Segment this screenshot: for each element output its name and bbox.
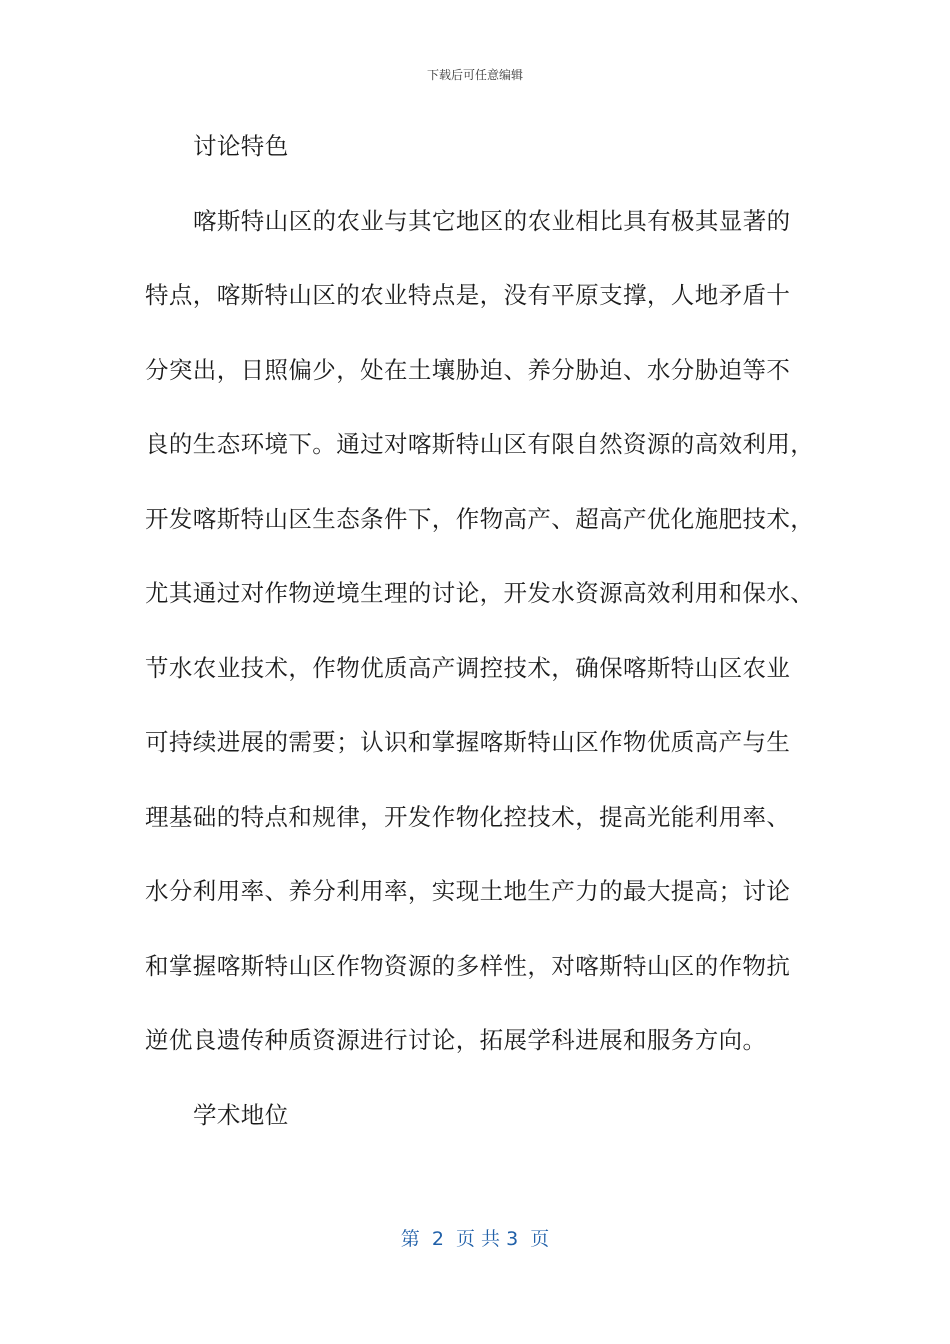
paragraph-line: 逆优良遗传种质资源进行讨论，拓展学科进展和服务方向。 [145,1026,767,1054]
document-body [145,121,815,1164]
paragraph-line: 节水农业技术，作物优质高产调控技术，确保喀斯特山区农业 [145,653,791,682]
section-heading-academic-status: 学术地位 [193,1100,289,1129]
paragraph-line: 开发喀斯特山区生态条件下，作物高产、超高产优化施肥技术， [145,504,815,533]
paragraph-line: 分突出，日照偏少，处在土壤胁迫、养分胁迫、水分胁迫等不 [145,355,791,384]
paragraph-line: 特点，喀斯特山区的农业特点是，没有平原支撑，人地矛盾十 [145,281,791,309]
page-label-prefix: 第 [400,1228,420,1250]
paragraph-line: 水分利用率、养分利用率，实现土地生产力的最大提高；讨论 [145,877,791,905]
paragraph-line: 和掌握喀斯特山区作物资源的多样性，对喀斯特山区的作物抗 [145,951,791,980]
paragraph-line: 尤其通过对作物逆境生理的讨论，开发水资源高效利用和保水、 [145,579,815,607]
paragraph-line: 可持续进展的需要；认识和掌握喀斯特山区作物优质高产与生 [145,728,791,756]
header-note: 下载后可任意编辑 [426,68,523,82]
section-heading-research-features: 讨论特色 [193,132,289,160]
total-pages-number: 3 [506,1228,519,1250]
paragraph-line: 良的生态环境下。通过对喀斯特山区有限自然资源的高效利用， [145,430,815,458]
paragraph-line: 喀斯特山区的农业与其它地区的农业相比具有极其显著的 [193,206,791,235]
page-label-middle: 页 共 [456,1228,501,1250]
current-page-number: 2 [431,1228,444,1250]
paragraph-line: 理基础的特点和规律，开发作物化控技术，提高光能利用率、 [145,802,791,831]
page-label-suffix: 页 [530,1228,550,1250]
page-footer [0,1224,950,1251]
